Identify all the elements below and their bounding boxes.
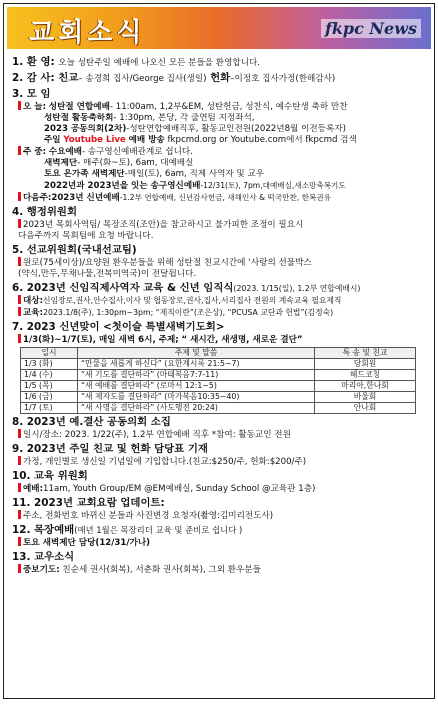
dawn-prayer-schedule: [12, 334, 428, 346]
section-title-member-news: 13. 교우소식: [12, 551, 75, 563]
bullet-icon: [18, 192, 21, 201]
item-title: 성탄절 연합예배: [48, 102, 110, 112]
item-title: 2023 공동의회(2차): [44, 124, 127, 134]
section-title-education: 10. 교육 위원회: [12, 470, 88, 482]
item-title: 토요 온가족 새벽제단: [44, 169, 125, 179]
item-text: 2023년 목회사역팀/ 목장조직(조안)을 참고하시고 불가피한 조정이 필요시: [23, 220, 304, 230]
item-text: 일시/장소: 2023. 1/22(주), 1.2부 연합예배 직후 *참여: 활동교인 전원: [23, 430, 291, 440]
item-text: 신임장로,권사,안수집사,이사 및 협동장로,권사,집사,서리집사 전원의 계속교육 필요제직: [43, 296, 342, 305]
item-title: 2023년 신년예배: [51, 193, 120, 203]
item-title: 성탄절 활동축하회: [44, 113, 114, 123]
label-next-week: 다음주:: [23, 193, 52, 203]
item-text: 1/3(화)~1/7(토), 매일 새벽 6시, 주제;: [23, 335, 179, 345]
label-today: 오 늘:: [23, 102, 47, 112]
table-cell: “새 예배를 결단하라” (로마서 12:1~5): [78, 381, 315, 392]
bulletin-page: [3, 3, 435, 699]
news-content: [12, 54, 428, 692]
meeting-week-1: [12, 146, 428, 158]
table-row: [21, 359, 416, 370]
item-label: 대상:: [23, 296, 44, 306]
brand-logo: fkpc News: [321, 19, 421, 38]
section-title: 2. 감 사:: [12, 72, 55, 84]
meeting-next-week: [12, 192, 428, 204]
item-text: fkpcmd.org or Youtube.com에서 fkpcmd 검색: [167, 135, 357, 145]
item-title: 2022년과 2023년을 잇는 송구영신예배: [44, 181, 201, 191]
section-subtitle: (매년 1월은 목장리더 교육 및 준비로 쉽니다 ): [74, 525, 243, 535]
item-text: 11am, Youth Group/EM @EM예배실, Sunday School @교육관 1층): [43, 484, 316, 494]
item-text: 원로(75세이상)/요양원 환우분들을 위해 성탄절 친교시간에 ‘사랑의 선물박스: [23, 258, 312, 268]
table-cell: “만물을 새롭게 하신다” (요한계시록 21:5~7): [78, 359, 315, 370]
meeting-week-2: [12, 158, 428, 169]
section-title: 12. 목장예배: [12, 524, 75, 536]
section-title-ordination: [12, 282, 428, 295]
table-header: 주제 및 말씀: [78, 348, 315, 359]
member-news-line: [12, 564, 428, 576]
table-cell: 1/4 (수): [21, 370, 78, 381]
item-title: 수요예배: [48, 147, 82, 157]
bullet-icon: [18, 510, 21, 519]
item-label: 예배:: [23, 484, 44, 494]
table-cell: 안나회: [315, 403, 416, 414]
item-label: 중보기도:: [23, 565, 60, 575]
meeting-today-4: [12, 135, 428, 146]
dawn-prayer-table: [20, 347, 416, 414]
section-title-admin: 4. 행정위원회: [12, 206, 77, 218]
table-header: 특 송 및 친교: [315, 348, 416, 359]
table-row: [21, 370, 416, 381]
table-cell: 1/7 (토): [21, 403, 78, 414]
meeting-today-3: [12, 124, 428, 135]
section-title-meetings: 3. 모 임: [12, 88, 51, 100]
section-title-small-group: [12, 524, 428, 537]
bullet-icon: [18, 257, 21, 266]
bullet-icon: [18, 537, 21, 546]
admin-line-2: 다음주까지 목회팀에 요청 바랍니다.: [18, 231, 154, 241]
table-cell: 1/5 (목): [21, 381, 78, 392]
bullet-icon: [18, 456, 21, 465]
admin-line-1: [12, 219, 428, 231]
fellowship-sheet-line: [12, 456, 428, 468]
item-text: 친순세 권사(회복), 서춘화 권사(회복), 그외 환우분들: [59, 565, 261, 575]
item-text: - 매주(화~토), 6am, 대예배실: [77, 158, 194, 168]
item-title: 예배 방송: [128, 135, 165, 145]
bullet-icon: [18, 307, 21, 316]
page-title: 교회소식: [29, 18, 146, 48]
section-title-mission: 5. 선교위원회(국내선교팀): [12, 244, 137, 256]
mission-line-2: (약식,만두,무채나물,전복미역국)이 전달됩니다.: [18, 269, 197, 279]
item-text: 가정, 개인별로 생신일 기념일에 기입합니다.(친교:$250/주, 헌화:$200/주): [23, 457, 307, 467]
mission-line-1: [12, 257, 428, 269]
small-group-line: [12, 537, 428, 549]
item-label: 교육:: [23, 308, 44, 318]
header-banner: [7, 7, 431, 49]
section-thanks: [12, 72, 428, 86]
bullet-icon: [18, 101, 21, 110]
bullet-icon: [18, 429, 21, 438]
table-cell: 당회원: [315, 359, 416, 370]
theme-text: “ 새시간, 새생명, 새로운 결단”: [181, 335, 303, 345]
table-row: [21, 381, 416, 392]
meeting-week-4: [12, 180, 428, 192]
table-cell: “새 사명을 결단하라” (사도행전 20:24): [78, 403, 315, 414]
table-cell: “새 기도를 결단하라” (마태복음7:7-11): [78, 370, 315, 381]
table-cell: 1/6 (금): [21, 392, 78, 403]
thanks-fellowship-label: 친교: [58, 72, 79, 84]
meeting-today-1: [12, 101, 428, 113]
meeting-today-2: [12, 113, 428, 124]
table-row: [21, 403, 416, 414]
bullet-icon: [18, 564, 21, 573]
item-title: 새벽제단: [44, 158, 78, 168]
section-welcome: [12, 56, 428, 70]
table-cell: 바울회: [315, 392, 416, 403]
item-text: - 1:30pm, 본당, 각 출연팀 지정좌석,: [113, 113, 255, 123]
table-cell: 마리아,한나회: [315, 381, 416, 392]
section-title-fellowship-sheet: 9. 2023년 주일 친교 및 헌화 담당표 기재: [12, 443, 208, 455]
meeting-week-3: [12, 169, 428, 180]
item-text: -12/31(토), 7pm,대예배실,새소망축복기도: [200, 181, 346, 190]
item-text: -매일(토), 6am, 직제 사역자 및 교우: [124, 169, 265, 179]
item-text: 주소, 전화번호 바뀌신 분들과 사진변경 요청자(촬영:김미리전도사): [23, 511, 274, 521]
table-row: [21, 392, 416, 403]
table-cell: “새 제자도를 결단하라” (마가복음10:35~40): [78, 392, 315, 403]
label-week: 주 중:: [23, 147, 47, 157]
section-subtitle: (2023. 1/15(일), 1.2부 연합예배시): [233, 284, 361, 293]
section-title: 6. 2023년 신임직제사역자 교육 & 신년 임직식: [12, 282, 234, 294]
youtube-live-label: Youtube Live: [63, 135, 126, 145]
item-text: - 송구영신예배관계로 쉽니다.: [82, 147, 193, 157]
table-cell: 헤드코칭: [315, 370, 416, 381]
education-line: [12, 483, 428, 495]
table-header: 일시: [21, 348, 78, 359]
thanks-flower-label: 헌화: [210, 72, 231, 84]
item-prefix: 주일: [44, 135, 61, 145]
bullet-icon: [18, 146, 21, 155]
bullet-icon: [18, 483, 21, 492]
section-title-directory: 11. 2023년 교회요람 업데이트:: [12, 497, 165, 509]
ordination-education: [12, 307, 428, 319]
bullet-icon: [18, 334, 21, 343]
item-text: 2023.1/8(주), 1:30pm~3pm; “제직이란”(조은상), “PCUSA 교단과 헌법”(김정숙): [43, 308, 334, 317]
directory-line: [12, 510, 428, 522]
bullet-icon: [18, 295, 21, 304]
thanks-fellowship-text: – 송경희 집사/George 집사(생일): [78, 74, 207, 84]
item-text: - 11:00am, 1,2부&EM, 성탄헌금, 성찬식, 예수탄생 축하 만찬: [109, 102, 348, 112]
bullet-icon: [18, 219, 21, 228]
budget-line: [12, 429, 428, 441]
welcome-text: 오늘 성탄주일 예배에 나오신 모든 분들을 환영합니다.: [58, 58, 261, 68]
item-text: -1.2부 연합예배, 신년감사헌금, 새해인사 & 떡국만찬, 한복권유: [119, 193, 331, 202]
ordination-target: [12, 295, 428, 307]
section-title-budget: 8. 2023년 예.결산 공동의회 소집: [12, 416, 171, 428]
section-title: 1. 환 영:: [12, 56, 55, 68]
thanks-flower-text: –이정호 집사가정(한해감사): [230, 74, 336, 84]
item-text: 토요 새벽제단 담당(12/31/가나): [23, 538, 151, 548]
item-text: -성탄연합예배직후, 활동교인전원(2022년8월 이전등록자): [126, 124, 346, 134]
section-title-dawn-prayer: 7. 2023 신년맞이 <첫이슬 특별새벽기도회>: [12, 321, 225, 333]
table-cell: 1/3 (화): [21, 359, 78, 370]
